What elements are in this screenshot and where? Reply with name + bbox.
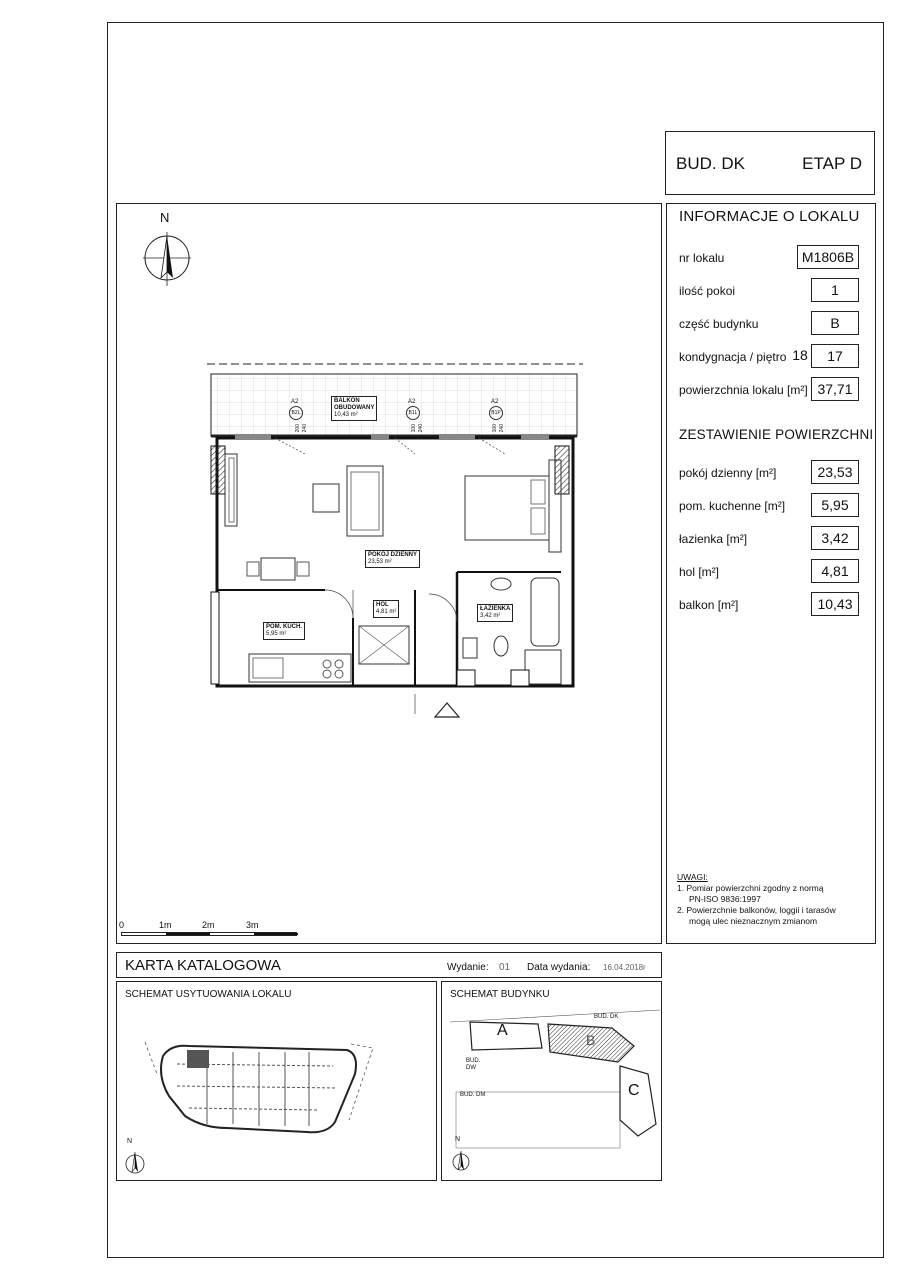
building-dk-label: BUD. DK [594, 1014, 619, 1020]
building-part: B [811, 311, 859, 335]
location-schema [116, 981, 437, 1181]
hall-area: 4,81 m² [376, 609, 397, 615]
floor-overview-map [137, 1034, 377, 1139]
notes [677, 872, 836, 927]
balcony-name-2: OBUDOWANY [334, 405, 375, 411]
north-label: N [127, 1138, 133, 1145]
area-value: 3,42 [811, 526, 859, 550]
apartment-plan [205, 354, 585, 724]
bathroom-name: ŁAZIENKA [480, 606, 511, 612]
location-schema-title: SCHEMAT USYTUOWANIA LOKALU [125, 989, 292, 1000]
rooms-count: 1 [811, 278, 859, 302]
area-label: pom. kuchenne [m²] [679, 499, 786, 513]
note-line: PN-ISO 9836:1997 [689, 894, 761, 904]
bathroom-label [477, 604, 513, 622]
window-dimension: 240 [302, 424, 308, 433]
building-schema [441, 981, 662, 1181]
building-dw-label-2: DW [466, 1065, 476, 1071]
unit-number: M1806B [797, 245, 859, 269]
bathroom-area: 3,42 m² [480, 613, 501, 619]
kitchen-name: POM. KUCH. [266, 624, 302, 630]
area-label: balkon [m²] [679, 598, 739, 612]
living-room-name: POKÓJ DZIENNY [368, 552, 418, 558]
info-label: powierzchnia lokalu [m²] [679, 383, 808, 397]
scale-bar [121, 932, 297, 936]
building-dw-label: BUD. [466, 1058, 481, 1064]
area-value: 10,43 [811, 592, 859, 616]
edition-value: 01 [499, 962, 511, 973]
north-arrow-icon [450, 1142, 472, 1176]
kitchen-label [263, 622, 305, 640]
stage-label: ETAP D [802, 154, 862, 173]
building-dm-label: BUD. DM [460, 1092, 486, 1098]
info-title: INFORMACJE O LOKALU [679, 208, 860, 225]
kitchen-area: 5,95 m² [266, 631, 287, 637]
date-value: 16.04.2018r [603, 963, 646, 972]
window-tag: B2L [289, 406, 303, 420]
window-dimension: 240 [499, 424, 505, 433]
window-dimension: 100 [492, 424, 498, 433]
hall-label [373, 600, 399, 618]
window-type: A2 [291, 399, 299, 405]
area-value: 23,53 [811, 460, 859, 484]
note-line: 1. Pomiar powierzchni zgodny z normą [677, 883, 824, 893]
window-tag: B1L [406, 406, 420, 420]
floor-plan-panel [116, 203, 662, 944]
notes-title: UWAGI: [677, 872, 708, 882]
info-label: kondygnacja / piętro [679, 350, 787, 364]
building-c-label: C [628, 1082, 640, 1099]
living-room-label [365, 550, 420, 568]
floor: 17 [811, 344, 859, 368]
scale-label: 3m [246, 920, 259, 930]
area-label: hol [m²] [679, 565, 720, 579]
unit-info-panel [666, 203, 876, 944]
window-tag: B1P [489, 406, 503, 420]
north-label: N [455, 1136, 461, 1143]
scale-label: 0 [119, 920, 125, 930]
area-value: 5,95 [811, 493, 859, 517]
note-line: mogą ulec nieznacznym zmianom [689, 916, 818, 926]
building-label: BUD. DK [676, 154, 745, 173]
catalog-card-bar [116, 952, 662, 978]
living-room-area: 23,53 m² [368, 559, 392, 565]
unit-area: 37,71 [811, 377, 859, 401]
catalog-title: KARTA KATALOGOWA [125, 957, 281, 974]
info-label: część budynku [679, 317, 759, 331]
edition-label: Wydanie: [447, 962, 489, 973]
scale-label: 2m [202, 920, 215, 930]
summary-title: ZESTAWIENIE POWIERZCHNI [679, 427, 874, 442]
window-type: A2 [491, 399, 499, 405]
building-header [665, 131, 875, 195]
scale-label: 1m [159, 920, 172, 930]
window-dimension: 240 [418, 424, 424, 433]
building-b-label: B [586, 1032, 596, 1048]
area-label: łazienka [m²] [679, 532, 748, 546]
storey: 18 [792, 347, 808, 363]
hall-name: HOL [376, 602, 389, 608]
window-dimension: 100 [411, 424, 417, 433]
area-value: 4,81 [811, 559, 859, 583]
date-label: Data wydania: [527, 962, 591, 973]
building-schema-title: SCHEMAT BUDYNKU [450, 989, 550, 1000]
window-dimension: 200 [295, 424, 301, 433]
balcony-label [331, 396, 377, 421]
entrance-marker-icon [433, 701, 461, 719]
info-label: nr lokalu [679, 251, 725, 265]
balcony-area: 10,43 m² [334, 412, 358, 418]
note-line: 2. Powierzchnie balkonów, loggii i tarasów [677, 905, 836, 915]
balcony-name: BALKON [334, 398, 360, 404]
area-label: pokój dzienny [m²] [679, 466, 777, 480]
north-label: N [160, 210, 170, 225]
north-arrow-icon [123, 1142, 147, 1178]
window-type: A2 [408, 399, 416, 405]
building-a-label: A [497, 1022, 508, 1039]
info-label: ilość pokoi [679, 284, 736, 298]
